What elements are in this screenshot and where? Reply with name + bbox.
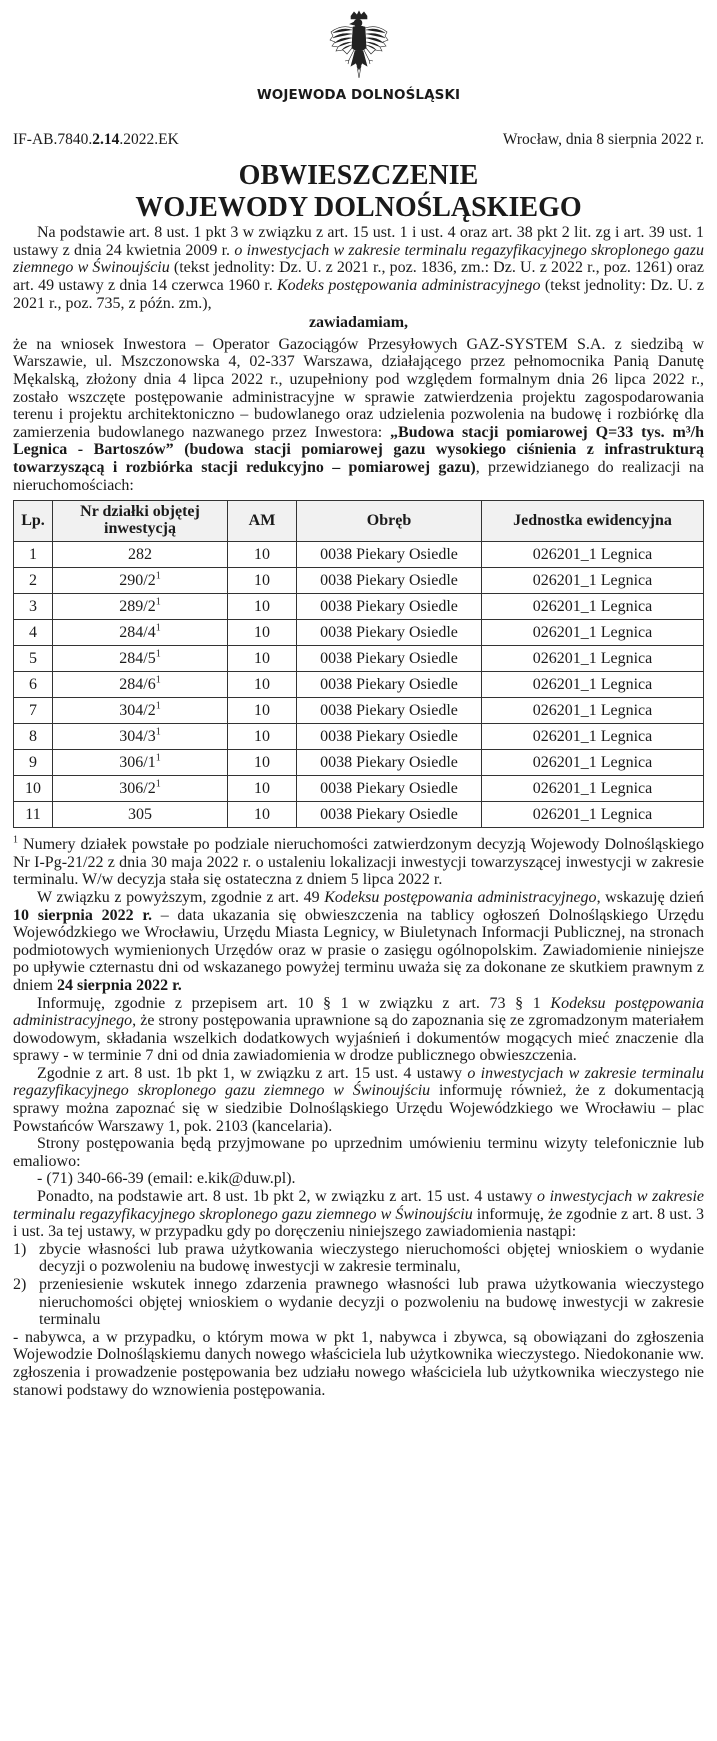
cell-parcel-number: $284/5^1$: [53, 646, 228, 672]
case-reference: IF-AB.7840.2.14.2022.EK: [13, 130, 179, 148]
table-row: [14, 672, 704, 698]
cell-registration-unit: 026201_1 Legnica: [482, 750, 704, 776]
cell-lp: 5: [14, 646, 53, 672]
obligation-paragraph: - nabywca, a w przypadku, o którym mowa w pkt 1, nabywca i zbywca, są obowiązani do zgłoszenia Wojewodzie Dolnośląskiemu danych nowego właściciela lub użytkownika wieczystego. Niedokonanie ww. zgłoszenia i prowadzenie postępowania bez udziału nowego właściciela lub użytkownika wieczystego nie stanowi podstawy do wznowienia postępowania.: [13, 1328, 704, 1399]
cell-parcel-number: $284/4^1$: [53, 620, 228, 646]
cell-precinct: 0038 Piekary Osiedle: [297, 646, 482, 672]
reference-row: [13, 131, 704, 148]
cell-registration-unit: 026201_1 Legnica: [482, 698, 704, 724]
table-row: [14, 594, 704, 620]
cell-precinct: 0038 Piekary Osiedle: [297, 802, 482, 828]
document-page: [13, 10, 704, 1399]
cell-am: 10: [228, 698, 297, 724]
cell-lp: 10: [14, 776, 53, 802]
table-row: [14, 698, 704, 724]
cell-precinct: 0038 Piekary Osiedle: [297, 776, 482, 802]
cell-precinct: 0038 Piekary Osiedle: [297, 568, 482, 594]
cell-precinct: 0038 Piekary Osiedle: [297, 724, 482, 750]
parcels-table: [13, 500, 704, 828]
cell-registration-unit: 026201_1 Legnica: [482, 620, 704, 646]
cell-am: 10: [228, 646, 297, 672]
ownership-change-list: [13, 1241, 704, 1329]
cell-precinct: 0038 Piekary Osiedle: [297, 698, 482, 724]
investment-paragraph: że na wniosek Inwestora – Operator Gazociągów Przesyłowych GAZ-SYSTEM S.A. z siedzibą w Warszawie, ul. Mszczonowska 4, 02-337 Warszawa, działającego przez pełnomocnika Panią Danutę Mękalską, złożony dnia 4 lipca 2022 r., uzupełniony pod względem formalnym dnia 26 lipca 2022 r., zostało wszczęte postępowanie administracyjne w sprawie zatwierdzenia projektu zagospodarowania terenu i projektu architektoniczno – budowlanego oraz udzielenia pozwolenia na budowę i rozbiórkę dla zamierzenia budowlanego nazwanego przez Inwestora: „Budowa stacji pomiarowej Q=33 tys. m³/h Legnica - Bartoszów” (budowa stacji pomiarowej gazu wysokiego ciśnienia z infrastrukturą towarzyszącą i rozbiórka stacji redukcyjno – pomiarowej gazu), przewidzianego do realizacji na nieruchomościach:: [13, 335, 704, 494]
title-line-2: WOJEWODY DOLNOŚLĄSKIEGO: [135, 192, 582, 224]
cell-am: 10: [228, 620, 297, 646]
cell-am: 10: [228, 542, 297, 568]
cell-am: 10: [228, 594, 297, 620]
cell-precinct: 0038 Piekary Osiedle: [297, 672, 482, 698]
table-row: [14, 542, 704, 568]
place-and-date: Wrocław, dnia 8 sierpnia 2022 r.: [502, 130, 704, 148]
cell-parcel-number: $289/2^1$: [53, 594, 228, 620]
cell-parcel-number: $290/2^1$: [53, 568, 228, 594]
notify-heading: zawiadamiam,: [308, 314, 409, 332]
parties-rights-paragraph: Informuję, zgodnie z przepisem art. 10 § 1 w związku z art. 73 § 1 Kodeksu postępowania administracyjnego, że strony postępowania uprawnione są do zapoznania się ze zgromadzonym materiałem dowodowym, składania wszelkich dodatkowych wyjaśnień i dokumentów mogących mieć znaczenie dla sprawy - w terminie 7 dni od dnia zawiadomienia w drodze publicznego obwieszczenia.: [13, 994, 704, 1065]
cell-parcel-number: $284/6^1$: [53, 672, 228, 698]
ownership-change-paragraph: Ponadto, na podstawie art. 8 ust. 1b pkt 2, w związku z art. 15 ust. 4 ustawy o inwestycjach w zakresie terminalu regazyfikacyjnego skroplonego gazu ziemnego w Świnoujściu informuję, że zgodnie z art. 8 ust. 3 i ust. 3a tej ustawy, w przypadku gdy po doręczeniu niniejszego zawiadomienia nastąpi:: [13, 1188, 705, 1241]
document-title: [13, 160, 704, 224]
footnote: $^1$ Numery działek powstałe po podziale nieruchomości zatwierdzonym decyzją Wojewody Dolnośląskiego Nr I-Pg-21/22 z dnia 30 maja 2022 r. o ustaleniu lokalizacji inwestycji towarzyszącej inwestycji w zakresie terminalu. W/w decyzja stała się ostateczna z dniem 5 lipca 2022 r.: [13, 834, 704, 889]
cell-parcel-number: $304/2^1$: [53, 698, 228, 724]
table-row: [14, 776, 704, 802]
header-parcel-number: Nr działki objętej inwestycją: [53, 501, 228, 542]
cell-lp: 3: [14, 594, 53, 620]
table-row: [14, 802, 704, 828]
cell-parcel-number: $306/2^1$: [53, 776, 228, 802]
authority-name: WOJEWODA DOLNOŚLĄSKI: [256, 87, 461, 103]
cell-lp: 7: [14, 698, 53, 724]
cell-registration-unit: 026201_1 Legnica: [482, 724, 704, 750]
table-header-row: [14, 501, 704, 542]
documentation-paragraph: Zgodnie z art. 8 ust. 1b pkt 1, w związku z art. 15 ust. 4 ustawy o inwestycjach w zakresie terminalu regazyfikacyjnego skroplonego gazu ziemnego w Świnoujściu informuję również, że z dokumentacją sprawy można zapoznać się w siedzibie Dolnośląskiego Urzędu Wojewódzkiego we Wrocławiu – plac Powstańców Warszawy 1, pok. 2103 (kancelaria).: [13, 1064, 705, 1135]
legal-basis-paragraph: Na podstawie art. 8 ust. 1 pkt 3 w związku z art. 15 ust. 1 i ust. 4 oraz art. 38 pkt 2 lit. zg i art. 39 ust. 1 ustawy z dnia 24 kwietnia 2009 r. o inwestycjach w zakresie terminalu regazyfikacyjnego skroplonego gazu ziemnego w Świnoujściu (tekst jednolity: Dz. U. z 2021 r., poz. 1836, zm.: Dz. U. z 2022 r., poz. 1261) oraz art. 49 ustawy z dnia 14 czerwca 1960 r. Kodeks postępowania administracyjnego (tekst jednolity: Dz. U. z 2021 r., poz. 735, z późn. zm.),: [13, 224, 705, 312]
header-precinct: Obręb: [297, 501, 482, 542]
cell-lp: 4: [14, 620, 53, 646]
cell-registration-unit: 026201_1 Legnica: [482, 646, 704, 672]
cell-lp: 2: [14, 568, 53, 594]
cell-registration-unit: 026201_1 Legnica: [482, 776, 704, 802]
cell-am: 10: [228, 776, 297, 802]
table-row: [14, 620, 704, 646]
header-registration-unit: Jednostka ewidencyjna: [482, 501, 704, 542]
cell-lp: 8: [14, 724, 53, 750]
cell-registration-unit: 026201_1 Legnica: [482, 802, 704, 828]
cell-precinct: 0038 Piekary Osiedle: [297, 594, 482, 620]
polish-eagle-emblem-icon: [327, 10, 391, 82]
table-body: [14, 542, 704, 828]
cell-am: 10: [228, 750, 297, 776]
list-item: 1) zbycie własności lub prawa użytkowania wieczystego nieruchomości objętej wnioskiem o wydanie decyzji o pozwoleniu na budowę inwestycji w zakresie terminalu,: [13, 1240, 704, 1276]
cell-parcel-number: 305: [53, 802, 228, 828]
cell-parcel-number: $304/3^1$: [53, 724, 228, 750]
cell-registration-unit: 026201_1 Legnica: [482, 542, 704, 568]
cell-lp: 11: [14, 802, 53, 828]
cell-registration-unit: 026201_1 Legnica: [482, 568, 704, 594]
cell-lp: 1: [14, 542, 53, 568]
table-row: [14, 646, 704, 672]
cell-precinct: 0038 Piekary Osiedle: [297, 750, 482, 776]
contact-line: - (71) 340-66-39 (email: e.kik@duw.pl).: [37, 1170, 296, 1188]
publication-date-paragraph: W związku z powyższym, zgodnie z art. 49 Kodeksu postępowania administracyjnego, wskazuję dzień 10 sierpnia 2022 r. – data ukazania się obwieszczenia na tablicy ogłoszeń Dolnośląskiego Urzędu Wojewódzkiego we Wrocławiu, Urzędu Miasta Legnicy, w Biuletynach Informacji Publicznej, na stronach podmiotowych wymienionych Urzędów oraz w prasie o zasięgu ogólnopolskim. Zawiadomienie niniejsze po upływie czternastu dni od wskazanego powyżej terminu uważa się za dokonane ze skutkiem prawnym z dniem 24 sierpnia 2022 r.: [13, 888, 704, 994]
table-row: [14, 568, 704, 594]
cell-am: 10: [228, 568, 297, 594]
header-lp: Lp.: [14, 501, 53, 542]
cell-precinct: 0038 Piekary Osiedle: [297, 620, 482, 646]
cell-parcel-number: 282: [53, 542, 228, 568]
cell-am: 10: [228, 802, 297, 828]
list-item: 2) przeniesienie wskutek innego zdarzenia prawnego własności lub prawa użytkowania wieczystego nieruchomości objętej wnioskiem o wydanie decyzji o pozwoleniu na budowę inwestycji w zakresie terminalu: [13, 1276, 704, 1329]
cell-am: 10: [228, 672, 297, 698]
title-line-1: OBWIESZCZENIE: [238, 159, 479, 191]
cell-lp: 6: [14, 672, 53, 698]
cell-precinct: 0038 Piekary Osiedle: [297, 542, 482, 568]
cell-lp: 9: [14, 750, 53, 776]
cell-am: 10: [228, 724, 297, 750]
cell-registration-unit: 026201_1 Legnica: [482, 672, 704, 698]
table-row: [14, 724, 704, 750]
cell-registration-unit: 026201_1 Legnica: [482, 594, 704, 620]
table-row: [14, 750, 704, 776]
cell-parcel-number: $306/1^1$: [53, 750, 228, 776]
appointment-paragraph: Strony postępowania będą przyjmowane po uprzednim umówieniu terminu wizyty telefonicznie lub emaliowo:: [13, 1135, 704, 1170]
header-am: AM: [228, 501, 297, 542]
